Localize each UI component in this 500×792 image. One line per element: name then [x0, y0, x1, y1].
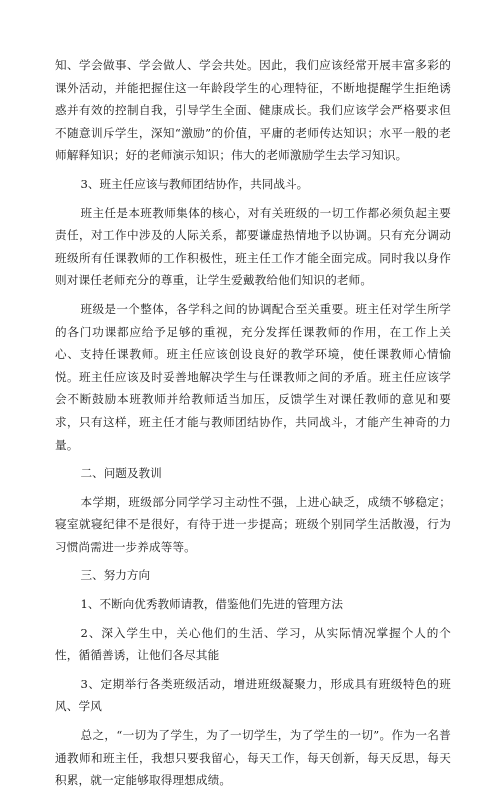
section-heading-problems: 二、问题及教训 — [80, 466, 162, 481]
list-item-2: 2、深入学生中，关心他们的生活、学习，从实际情况掌握个人的个性，循循善诱，让他们各尽其能 — [55, 625, 451, 663]
paragraph-problems: 本学期，班级部分同学学习主动性不强，上进心缺乏，成绩不够稳定；寝室就寝纪律不是很好，有待于进一步提高；班级个别同学生活散漫，行为习惯尚需进一步养成等等。 — [55, 494, 451, 554]
section-heading-cooperation: 3、班主任应该与教师团结协作，共同战斗。 — [80, 176, 309, 191]
document-body — [55, 54, 451, 792]
section-heading-direction: 三、努力方向 — [80, 568, 151, 583]
paragraph-teacher-core: 班主任是本班教师集体的核心，对有关班级的一切工作都必须负起主要责任，对工作中涉及的人际关系，都要谦虚热情地予以协调。只有充分调动班级所有任课教师的工作积极性，班主任工作才能全面完成。同时我以身作则对课任老师充分的尊重，让学生爱戴教给他们知识的老师。 — [55, 205, 451, 288]
list-item-1: 1、不断向优秀教师请教，借鉴他们先进的管理方法 — [80, 597, 343, 612]
list-item-3: 3、定期举行各类班级活动，增进班级凝聚力，形成具有班级特色的班风、学风 — [55, 676, 451, 714]
paragraph-continuation: 知、学会做事、学会做人、学会共处。因此，我们应该经常开展丰富多彩的课外活动，并能把握住这一年龄段学生的心理特征，不断地提醒学生拒绝诱惑并有效的控制自我，引导学生全面、健康成长。我们应该学会严格要求但不随意训斥学生，深知“激励”的价值，平庸的老师传达知识；水平一般的老师解释知识；好的老师演示知识；伟大的老师激励学生去学习知识。 — [55, 58, 451, 163]
paragraph-conclusion: 总之，“一切为了学生，为了一切学生，为了学生的一切”。作为一名普通教师和班主任，我想只要我留心，每天工作，每天创新，每天反思，每天积累，就一定能够取得理想成绩。 — [55, 728, 451, 788]
paragraph-class-whole: 班级是一个整体，各学科之间的协调配合至关重要。班主任对学生所学的各门功课都应给予足够的重视，充分发挥任课教师的作用，在工作上关心、支持任课教师。班主任应该创设良好的教学环境，使任课教师心情愉悦。班主任应该及时妥善地解决学生与任课教师之间的矛盾。班主任应该学会不断鼓励本班教师并给教师适当加压，反馈学生对课任教师的意见和要求，只有这样，班主任才能与教师团结协作，共同战斗，才能产生神奇的力量。 — [55, 301, 451, 452]
